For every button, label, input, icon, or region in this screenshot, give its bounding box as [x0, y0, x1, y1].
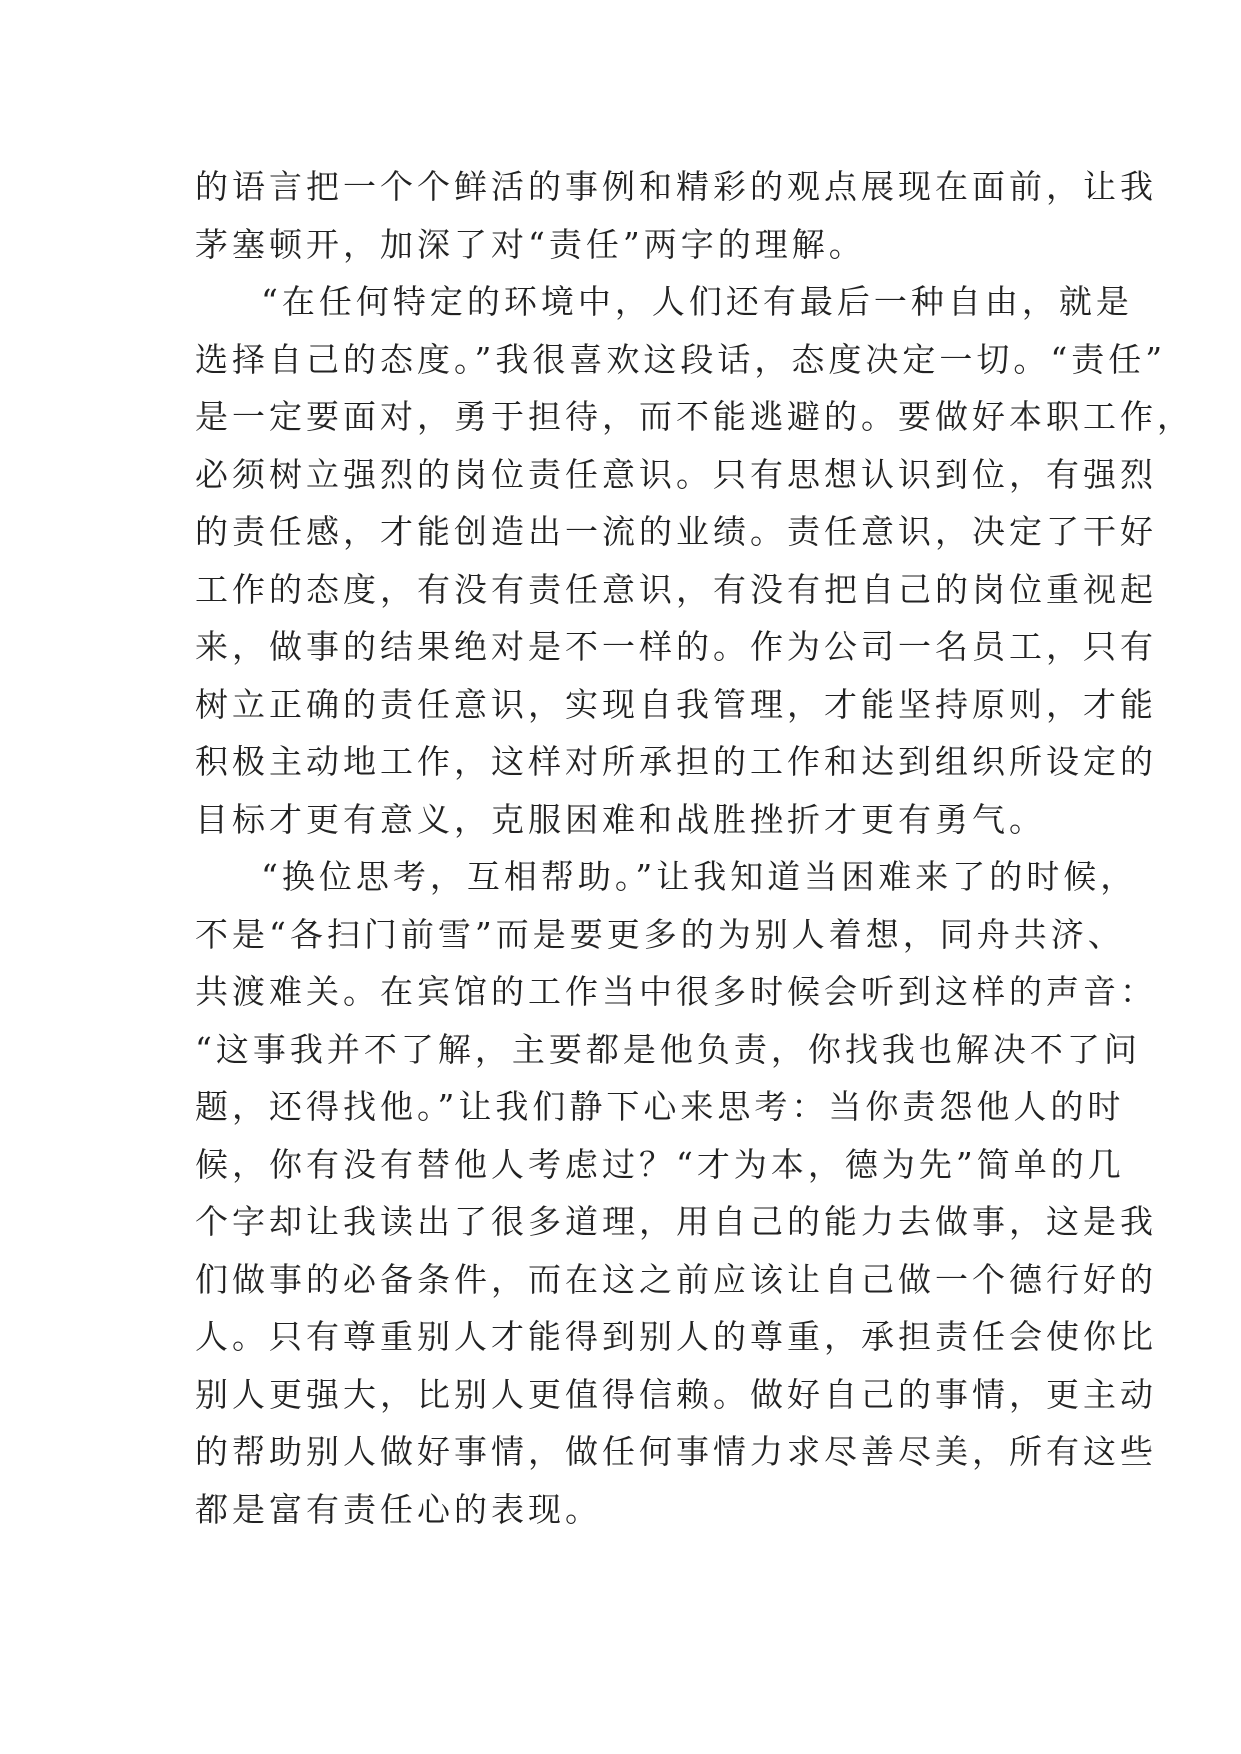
text-line: 工作的态度，有没有责任意识，有没有把自己的岗位重视起	[195, 569, 1157, 609]
text-line: 是一定要面对，勇于担待，而不能逃避的。要做好本职工作，	[195, 397, 1194, 436]
text-line: 选择自己的态度。”我很喜欢这段话，态度决定一切。“责任”	[195, 339, 1167, 379]
paragraph	[195, 158, 1157, 273]
text-line: 共渡难关。在宾馆的工作当中很多时候会听到这样的声音：	[195, 972, 1157, 1011]
text-line: “在任何特定的环境中，人们还有最后一种自由，就是	[261, 282, 1133, 321]
text-line: 不是“各扫门前雪”而是要更多的为别人着想，同舟共济、	[195, 914, 1125, 954]
text-line: 的语言把一个个鲜活的事例和精彩的观点展现在面前，让我	[195, 167, 1157, 206]
text-line: “这事我并不了解，主要都是他负责，你找我也解决不了问	[195, 1029, 1141, 1069]
text-line: 茅塞顿开，加深了对“责任”两字的理解。	[195, 224, 866, 264]
text-line: 的责任感，才能创造出一流的业绩。责任意识，决定了干好	[195, 512, 1157, 551]
text-line: 题，还得找他。”让我们静下心来思考：当你责怨他人的时	[195, 1087, 1125, 1126]
text-line: 目标才更有意义，克服困难和战胜挫折才更有勇气。	[195, 799, 1046, 839]
text-line: 树立正确的责任意识，实现自我管理，才能坚持原则，才能	[195, 684, 1157, 724]
text-line: “换位思考，互相帮助。”让我知道当困难来了的时候，	[261, 857, 1138, 896]
text-line: 们做事的必备条件，而在这之前应该让自己做一个德行好的	[195, 1259, 1157, 1299]
text-line: 来，做事的结果绝对是不一样的。作为公司一名员工，只有	[195, 627, 1157, 666]
text-line: 必须树立强烈的岗位责任意识。只有思想认识到位，有强烈	[195, 454, 1157, 494]
text-line: 都是富有责任心的表现。	[195, 1489, 602, 1529]
paragraph	[195, 273, 1194, 848]
text-line: 积极主动地工作，这样对所承担的工作和达到组织所设定的	[195, 742, 1157, 781]
text-line: 个字却让我读出了很多道理，用自己的能力去做事，这是我	[195, 1202, 1157, 1241]
text-line: 人。只有尊重别人才能得到别人的尊重，承担责任会使你比	[195, 1317, 1157, 1356]
body-text	[195, 158, 1194, 1538]
text-line: 候，你有没有替他人考虑过？“才为本，德为先”简单的几	[195, 1144, 1125, 1184]
paragraph	[195, 848, 1157, 1538]
text-line: 别人更强大，比别人更值得信赖。做好自己的事情，更主动	[195, 1374, 1157, 1414]
text-line: 的帮助别人做好事情，做任何事情力求尽善尽美，所有这些	[195, 1432, 1157, 1471]
